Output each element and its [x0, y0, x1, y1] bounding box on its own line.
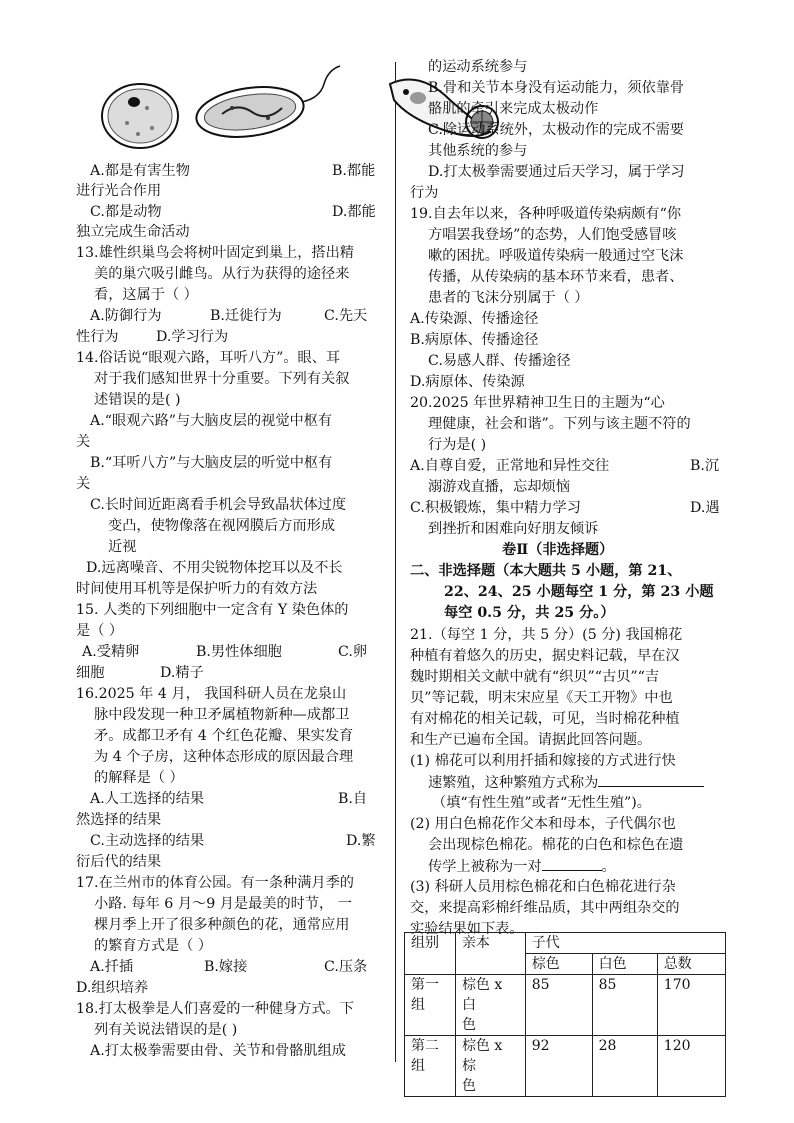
- q14-option-c-cont: 变凸，使物像落在视网膜后方而形成: [108, 518, 336, 534]
- q20-option-b-cont: 溺游戏直播，忘却烦恼: [428, 479, 570, 495]
- q15-stem: 15. 人类的下列细胞中一定含有 Y 染色体的: [76, 602, 349, 618]
- q15-option-c: C.卵: [338, 644, 368, 660]
- header-white: 白色: [592, 954, 657, 975]
- q20-stem: 20.2025 年世界精神卫生日的主题为“心: [410, 395, 665, 411]
- q21-answer-blank-2[interactable]: [542, 856, 602, 871]
- q21-stem-4: 贝”等记载，明末宋应星《天工开物》中也: [410, 690, 673, 706]
- header-offspring: 子代: [525, 933, 725, 954]
- q14-option-d: D.远离噪音、不用尖锐物体挖耳以及不长: [86, 560, 343, 576]
- q20-stem-3: 行为是( ): [428, 437, 487, 453]
- q17-option-c: C.压条: [324, 959, 368, 975]
- q13-option-b: B.迁徙行为: [210, 308, 282, 324]
- q19-stem-2: 方唱罢我登场”的态势，人们饱受感冒咳: [428, 227, 677, 243]
- q21-sub1-3: （填“有性生殖”或者“无性生殖”)。: [432, 795, 651, 811]
- q17-stem-4: 的繁育方式是（ ）: [94, 938, 213, 954]
- header-parent: 亲本: [455, 933, 525, 975]
- q21-sub1-2: 速繁殖，这种繁殖方式称为: [428, 772, 704, 793]
- header-group: 组别: [405, 933, 456, 975]
- q19-option-b: B.病原体、传播途径: [410, 332, 539, 348]
- q16-stem: 16.2025 年 4 月， 我国科研人员在龙泉山: [76, 686, 347, 702]
- q21-stem: 21.（每空 1 分，共 5 分）(5 分) 我国棉花: [410, 627, 683, 643]
- q14-stem-3: 述错误的是( ): [94, 392, 181, 408]
- q17-stem-3: 棵月季上开了很多种颜色的花，通常应用: [94, 917, 350, 933]
- q15-option-c-cont: 细胞: [76, 665, 105, 681]
- section-2-instructions: 二、非选择题（本大题共 5 小题，第 21、: [410, 563, 682, 579]
- q14-stem: 14.俗话说“眼观六路，耳听八方”。眼、耳: [76, 350, 341, 366]
- q18-option-c-cont: 其他系统的参与: [428, 143, 528, 159]
- q19-option-c: C.易感人群、传播途径: [428, 353, 571, 369]
- q15-option-b: B.男性体细胞: [196, 644, 282, 660]
- q14-option-c: C.长时间近距离看手机会导致晶状体过度: [90, 497, 347, 513]
- yeast-cell-figure: [102, 84, 178, 148]
- q20-stem-2: 理健康，社会和谐”。下列与该主题不符的: [428, 416, 691, 432]
- row2-total: 120: [657, 1036, 725, 1097]
- q18-option-d: D.打太极拳需要通过后天学习，属于学习: [428, 164, 685, 180]
- q15-option-d: D.精子: [160, 665, 204, 681]
- section-2-instructions-3: 每空 0.5 分，共 25 分。）: [444, 605, 615, 621]
- q17-option-a: A.扦插: [90, 959, 134, 975]
- q20-option-c: C.积极锻炼，集中精力学习: [410, 500, 581, 516]
- q13-stem-3: 看，这属于（ ）: [94, 287, 198, 303]
- section-2-heading: 卷Ⅱ（非选择题）: [502, 542, 614, 558]
- q12-option-a: A.都是有害生物: [90, 163, 190, 179]
- q12-option-b: B.都能: [332, 163, 376, 179]
- q17-option-b: B.嫁接: [204, 959, 248, 975]
- row1-white: 85: [592, 975, 657, 1036]
- q16-option-b: B.自: [338, 791, 368, 807]
- row2-parent: 棕色 x 棕 色: [455, 1036, 525, 1097]
- q21-sub2-2: 会出现棕色棉花。棉花的白色和棕色在遗: [428, 837, 684, 853]
- q16-option-c: C.主动选择的结果: [90, 833, 205, 849]
- q20-option-d: D.遇: [690, 500, 720, 516]
- q12-option-d-cont: 独立完成生命活动: [76, 224, 190, 240]
- q21-sub1: (1) 棉花可以利用扦插和嫁接的方式进行快: [410, 753, 676, 769]
- q14-option-b: B.“耳听八方”与大脑皮层的听觉中枢有: [90, 455, 333, 471]
- row1-group: 第一 组: [405, 975, 456, 1036]
- q21-sub3-2: 交，来提高彩棉纤维品质，其中两组杂交的: [410, 900, 680, 916]
- q16-option-d-cont: 衍后代的结果: [76, 854, 162, 870]
- q14-option-b-cont: 关: [76, 476, 91, 492]
- q14-option-a-cont: 关: [76, 434, 91, 450]
- q14-option-c-cont-2: 近视: [108, 539, 137, 555]
- q19-option-d: D.病原体、传染源: [410, 374, 525, 390]
- q21-sub3-3: 实验结果如下表。: [410, 921, 524, 937]
- cross-results-table: [404, 932, 726, 1097]
- q16-option-d: D.繁: [346, 833, 376, 849]
- row2-group: 第二 组: [405, 1036, 456, 1097]
- q13-option-a: A.防御行为: [90, 308, 162, 324]
- q12-option-b-cont: 进行光合作用: [76, 183, 162, 199]
- q16-stem-3: 矛。成都卫矛有 4 个红色花瓣、果实发育: [94, 728, 354, 744]
- q19-option-a: A.传染源、传播途径: [410, 311, 539, 327]
- q18-option-c: C.除运动系统外，太极动作的完成不需要: [428, 122, 685, 138]
- q13-option-c: C.先天: [324, 308, 368, 324]
- column-divider: [395, 62, 396, 1062]
- q18-option-b-cont: 骼肌的牵引来完成太极动作: [428, 101, 599, 117]
- q19-stem-5: 患者的飞沫分别属于（ ）: [428, 290, 589, 306]
- q19-stem-4: 传播，从传染病的基本环节来看，患者、: [428, 269, 684, 285]
- q14-option-d-cont: 时间使用耳机等是保护听力的有效方法: [76, 581, 318, 597]
- row2-brown: 92: [525, 1036, 592, 1097]
- q21-stem-6: 和生产已遍布全国。请据此回答问题。: [410, 732, 652, 748]
- q12-option-c: C.都是动物: [90, 204, 162, 220]
- q20-option-a: A.自尊自爱，正常地和异性交往: [410, 458, 610, 474]
- row1-parent: 棕色 x 白 色: [455, 975, 525, 1036]
- row1-brown: 85: [525, 975, 592, 1036]
- section-2-instructions-2: 22、24、25 小题每空 1 分，第 23 小题: [444, 584, 714, 600]
- q15-option-a: A.受精卵: [82, 644, 140, 660]
- header-brown: 棕色: [525, 954, 592, 975]
- q13-stem: 13.雄性织巢鸟会将树叶固定到巢上，搭出精: [76, 245, 354, 261]
- q19-stem-3: 嗽的困扰。呼吸道传染病一般通过空飞沫: [428, 248, 684, 264]
- row2-white: 28: [592, 1036, 657, 1097]
- q18-option-a: A.打太极拳需要由骨、关节和骨骼肌组成: [90, 1043, 346, 1059]
- q18-stem: 18.打太极拳是人们喜爱的一种健身方式。下: [76, 1001, 354, 1017]
- table-row: [405, 1036, 726, 1097]
- q16-option-a: A.人工选择的结果: [90, 791, 205, 807]
- q17-option-d: D.组织培养: [76, 980, 149, 996]
- header-total: 总数: [657, 954, 725, 975]
- table-row: [405, 975, 726, 1036]
- q21-sub2-3: 传学上被称为一对 。: [428, 856, 616, 877]
- q16-stem-2: 脉中段发现一种卫矛属植物新种—成都卫: [94, 707, 350, 723]
- q21-sub3: (3) 科研人员用棕色棉花和白色棉花进行杂: [410, 879, 676, 895]
- q14-option-a: A.“眼观六路”与大脑皮层的视觉中枢有: [90, 413, 333, 429]
- q14-stem-2: 对于我们感知世界十分重要。下列有关叙: [94, 371, 350, 387]
- microorganism-figures: [72, 58, 362, 158]
- q21-stem-3: 魏时期相关文献中就有“织贝”“古贝”“吉: [410, 669, 660, 685]
- q20-option-d-cont: 到挫折和困难向好朋友倾诉: [428, 521, 599, 537]
- bacterium-figure: [193, 66, 340, 143]
- q13-stem-2: 美的巢穴吸引雌鸟。从行为获得的途径来: [94, 266, 350, 282]
- q17-stem: 17.在兰州市的体育公园。有一条种满月季的: [76, 875, 354, 891]
- q18-option-d-cont: 行为: [410, 185, 439, 201]
- q18-option-a-cont: 的运动系统参与: [428, 59, 528, 75]
- q16-stem-4: 为 4 个子房，这种体态形成的原因最合理: [94, 749, 354, 765]
- q15-stem-2: 是（ ）: [76, 623, 124, 639]
- row1-total: 170: [657, 975, 725, 1036]
- q21-sub2: (2) 用白色棉花作父本和母本，子代偶尔也: [410, 816, 676, 832]
- q16-stem-5: 的解释是（ ）: [94, 770, 184, 786]
- q21-answer-blank-1[interactable]: [598, 772, 704, 787]
- q13-option-c-cont: 性行为: [76, 329, 119, 345]
- q18-option-b: B.骨和关节本身没有运动能力，须依靠骨: [428, 80, 685, 96]
- q18-stem-2: 列有关说法错误的是( ): [94, 1022, 238, 1038]
- q21-stem-2: 种植有着悠久的历史，据史料记载，早在汉: [410, 648, 680, 664]
- q21-stem-5: 有对棉花的相关记载，可见，当时棉花种植: [410, 711, 680, 727]
- q13-option-d: D.学习行为: [156, 329, 229, 345]
- q20-option-b: B.沉: [690, 458, 720, 474]
- q19-stem: 19.自去年以来，各种呼吸道传染病颇有“你: [410, 206, 682, 222]
- q16-option-b-cont: 然选择的结果: [76, 812, 162, 828]
- q17-stem-2: 小路. 每年 6 月～9 月是最美的时节， 一: [94, 896, 352, 912]
- q12-option-d: D.都能: [332, 204, 376, 220]
